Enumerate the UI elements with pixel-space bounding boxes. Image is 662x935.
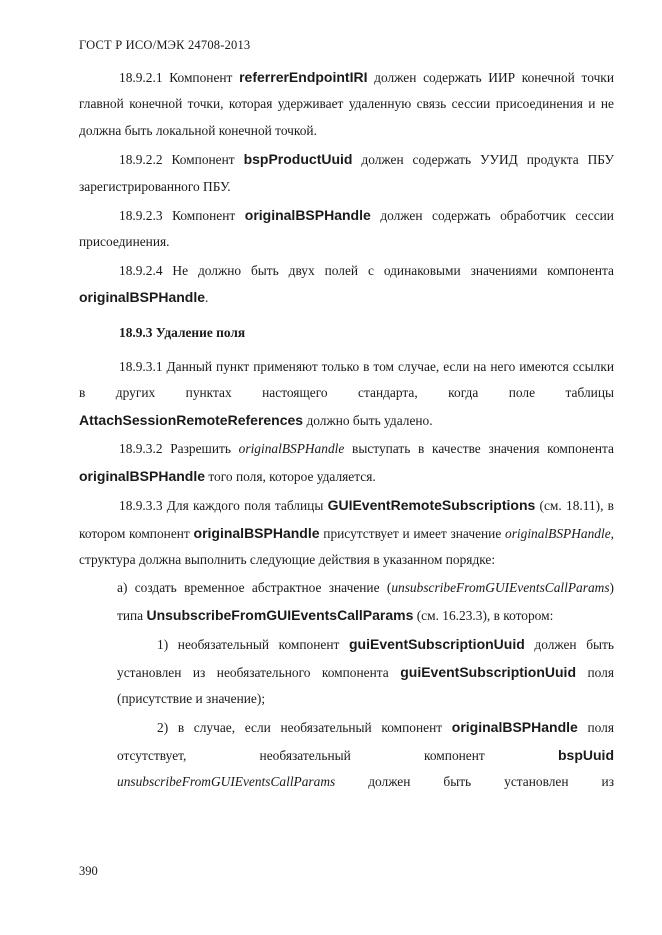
term: referrerEndpointIRI (239, 69, 368, 85)
clause-number: 18.9.3.2 (119, 441, 163, 457)
clause-18-9-2-4: 18.9.2.4 Не должно быть двух полей с одинаковыми значениями компонента originalBSPHandle. (79, 262, 614, 306)
term: bspProductUuid (243, 151, 353, 168)
clause-18-9-2-2: 18.9.2.2 Компонент bspProductUuid должен содержать УУИД продукта ПБУ зарегистрированного ПБУ. (79, 151, 614, 194)
term: guiEventSubscriptionUuid (349, 636, 525, 653)
list-item-1: 1) необязательный компонент guiEventSubscriptionUuid должен быть установлен из необязательного компонента guiEventSubscriptionUuid поля (присутствие и значение); (117, 636, 614, 706)
term: originalBSPHandle (244, 207, 371, 224)
term: originalBSPHandle (79, 467, 206, 484)
list-item-2: 2) в случае, если необязательный компонент originalBSPHandle поля отсутствует, необязательный компонент bspUuid unsubscribeFromGUIEventsCallParams должен быть установлен из (117, 719, 614, 790)
page-number: 390 (79, 864, 98, 878)
term: originalBSPHandle (193, 524, 320, 541)
term: originalBSPHandle (79, 289, 206, 306)
page-content (79, 64, 614, 796)
term: guiEventSubscriptionUuid (400, 663, 576, 680)
clause-18-9-2-1: 18.9.2.1 Компонент referrerEndpointIRI должен содержать ИИР конечной точки главной конечной точки, которая удерживает удаленную связь сессии присоединения и не должна быть локальной конечной точкой. (79, 69, 614, 138)
italic-term: unsubscribeFromGUIEventsCallParams (117, 774, 336, 790)
clause-number: 18.9.2.3 (119, 208, 163, 224)
clause-number: 18.9.2.4 (119, 262, 163, 278)
italic-term: originalBSPHandle (505, 525, 611, 541)
italic-term: unsubscribeFromGUIEventsCallParams (391, 580, 610, 596)
clause-number: 18.9.2.1 (119, 70, 163, 85)
page-header: ГОСТ Р ИСО/МЭК 24708-2013 (79, 38, 251, 52)
clause-number: 18.9.2.2 (119, 152, 163, 168)
section-heading: 18.9.3 Удаление поля (119, 324, 246, 340)
clause-number: 18.9.3.1 (119, 359, 163, 375)
italic-term: originalBSPHandle (238, 441, 345, 457)
term: AttachSessionRemoteReferences (79, 411, 304, 428)
clause-number: 18.9.3.3 (119, 498, 163, 514)
clause-18-9-3-1: 18.9.3.1 Данный пункт применяют только в том случае, если на него имеются ссылки в других пунктах настоящего стандарта, когда поле таблицы AttachSessionRemoteReferences должно быть удалено. (79, 359, 614, 428)
term: bspUuid (558, 746, 614, 763)
list-item-a: а) создать временное абстрактное значение (unsubscribeFromGUIEventsCallParams) типа UnsubscribeFromGUIEventsCallParams (см. 16.23.3), в котором: (117, 580, 614, 623)
term: originalBSPHandle (451, 719, 578, 736)
clause-18-9-3-3: 18.9.3.3 Для каждого поля таблицы GUIEventRemoteSubscriptions (см. 18.11), в котором компонент originalBSPHandle присутствует и имеет значение originalBSPHandle, структура должна выполнить следующие действия в указанном порядке: (79, 497, 615, 567)
clause-18-9-3-2: 18.9.3.2 Разрешить originalBSPHandle выступать в качестве значения компонента originalBSPHandle того поля, которое удаляется. (79, 441, 614, 484)
term: GUIEventRemoteSubscriptions (327, 497, 536, 514)
term: UnsubscribeFromGUIEventsCallParams (146, 606, 414, 623)
clause-18-9-2-3: 18.9.2.3 Компонент originalBSPHandle должен содержать обработчик сессии присоединения. (79, 207, 614, 250)
